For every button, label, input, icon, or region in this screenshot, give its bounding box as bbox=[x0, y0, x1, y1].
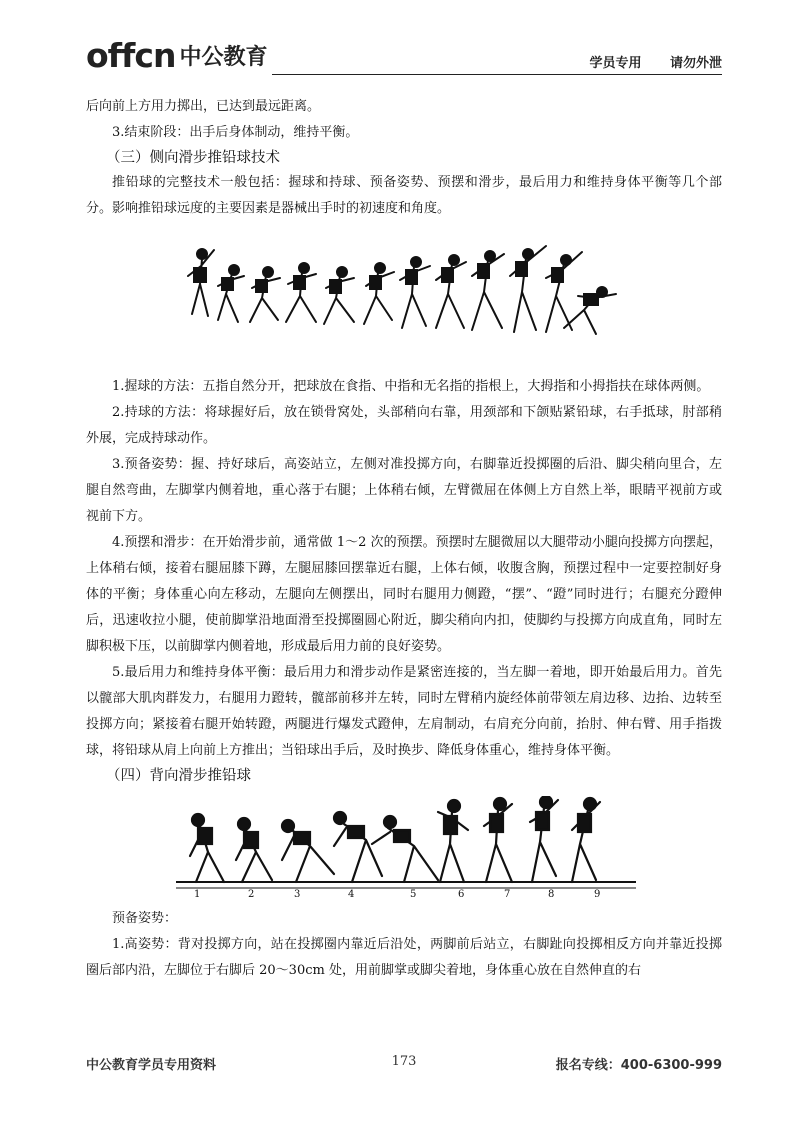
section-title-side-glide: （三）侧向滑步推铅球技术 bbox=[106, 150, 280, 166]
logo-chinese: 中公教育 bbox=[179, 45, 268, 70]
paragraph-end-phase: 3.结束阶段：出手后身体制动，维持平衡。 bbox=[112, 125, 359, 140]
paragraph-grip: 1.握球的方法：五指自然分开，把球放在食指、中指和无名指的指根上，大拇指和小拇指扶在球体两侧。 bbox=[112, 379, 710, 394]
logo-mark: offcn bbox=[86, 36, 176, 75]
header-tags bbox=[575, 52, 722, 71]
back-glide-illustration bbox=[176, 796, 636, 900]
frame-number: 8 bbox=[548, 889, 555, 900]
footer-material-label: 中公教育学员专用资料 bbox=[86, 1058, 217, 1073]
header-tag-confidential: 请勿外泄 bbox=[669, 56, 722, 71]
paragraph-hold: 2.持球的方法：将球握好后，放在锁骨窝处，头部稍向右靠，用颈部和下颌贴紧铅球，右手抵球，肘部稍外展，完成持球动作。 bbox=[86, 405, 722, 446]
offcn-logo bbox=[86, 38, 267, 74]
frame-number: 3 bbox=[294, 889, 301, 900]
frame-number: 2 bbox=[248, 889, 255, 900]
page-number: 173 bbox=[391, 1054, 417, 1069]
paragraph-swing-glide: 4.预摆和滑步：在开始滑步前，通常做 1～2 次的预摆。预摆时左腿微屈以大腿带动小腿向投掷方向摆起，上体稍右倾，接着右腿屈膝下蹲，左腿屈膝回摆靠近右腿，上体右倾，收腹含胸，预摆过程中一定要控制好身体的平衡；身体重心向左移动，左腿向左侧摆出，同时右腿用力侧蹬，“摆”、“蹬”同时进行；右腿充分蹬伸后，迅速收拉小腿，使前脚掌沿地面滑至投掷圈圆心附近，脚尖稍向内扣，使脚约与投掷方向成直角，同时左脚积极下压，以前脚掌内侧着地，形成最后用力前的良好姿势。 bbox=[86, 535, 722, 654]
page-header bbox=[86, 36, 722, 82]
paragraph-prep-label: 预备姿势： bbox=[112, 911, 178, 926]
paragraph-ready-stance: 3.预备姿势：握、持好球后，高姿站立，左侧对准投掷方向，右脚靠近投掷圈的后沿、脚尖稍向里合，左腿自然弯曲，左脚掌内侧着地，重心落于右腿；上体稍右倾，左臂微屈在体侧上方自然上举，眼睛平视前方或视前下方。 bbox=[86, 457, 722, 524]
section-title-back-glide: （四）背向滑步推铅球 bbox=[106, 768, 251, 784]
frame-number: 5 bbox=[410, 889, 417, 900]
frame-number: 9 bbox=[594, 889, 601, 900]
page-content bbox=[86, 94, 722, 984]
side-glide-illustration bbox=[184, 236, 624, 348]
frame-number: 1 bbox=[194, 889, 201, 900]
frame-number: 4 bbox=[348, 889, 355, 900]
header-rule bbox=[272, 74, 722, 75]
paragraph-continued: 后向前上方用力掷出，已达到最远距离。 bbox=[86, 99, 321, 114]
paragraph-section3-intro: 推铅球的完整技术一般包括：握球和持球、预备姿势、预摆和滑步，最后用力和维持身体平衡等几个部分。影响推铅球远度的主要因素是器械出手时的初速度和角度。 bbox=[86, 175, 722, 216]
footer-hotline: 报名专线：400-6300-999 bbox=[555, 1058, 722, 1073]
frame-number: 7 bbox=[504, 889, 511, 900]
page-footer bbox=[86, 1054, 722, 1074]
paragraph-final-effort: 5.最后用力和维持身体平衡：最后用力和滑步动作是紧密连接的，当左脚一着地，即开始最后用力。首先以髋部大肌肉群发力，右腿用力蹬转，髋部前移并左转，同时左臂稍内旋经体前带领左肩边移、边抬、边转至投掷方向；紧接着右腿开始转蹬，两腿进行爆发式蹬伸，左肩制动，右肩充分向前，抬肘、伸右臂、用手指拨球，将铅球从肩上向前上方推出；当铅球出手后，及时换步、降低身体重心，维持身体平衡。 bbox=[86, 665, 722, 758]
figure-side-glide-sequence bbox=[86, 236, 722, 356]
frame-number: 6 bbox=[458, 889, 465, 900]
paragraph-high-stance: 1.高姿势：背对投掷方向，站在投掷圈内靠近后沿处，两脚前后站立，右脚趾向投掷相反方向并靠近投掷圈后部内沿，左脚位于右脚后 20～30cm 处，用前脚掌或脚尖着地，身体重心放在自然伸直的右 bbox=[86, 937, 722, 978]
header-tag-students: 学员专用 bbox=[589, 56, 642, 71]
figure-back-glide-sequence bbox=[86, 796, 722, 904]
